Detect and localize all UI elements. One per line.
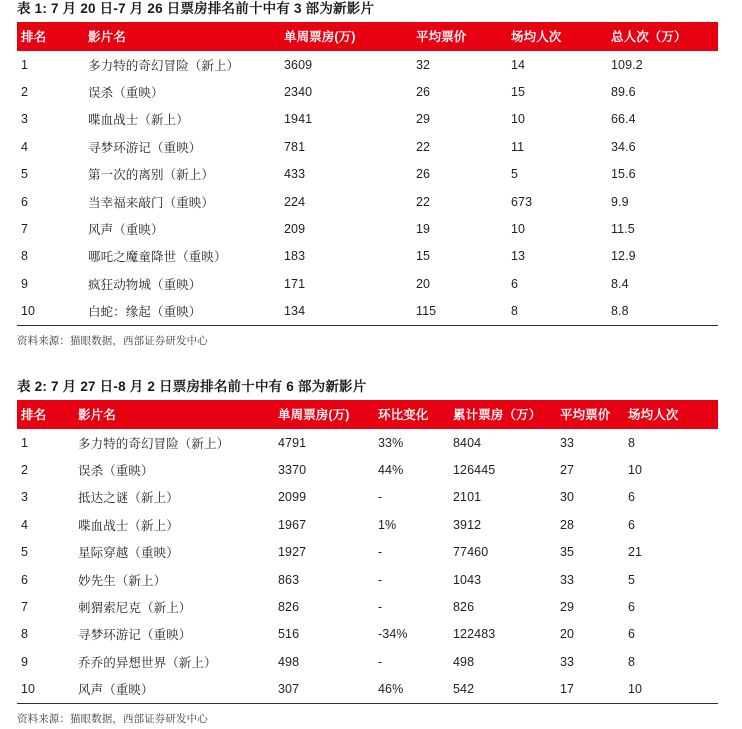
table-row: [17, 188, 718, 215]
cell-avg-price: 20: [416, 276, 431, 291]
cell-total-attend: 89.6: [611, 85, 636, 100]
cell-film: 寻梦环游记（重映）: [78, 628, 192, 643]
cell-avg-price: 33: [560, 572, 575, 587]
cell-avg-price: 15: [416, 249, 431, 264]
cell-avg-attend: 6: [628, 517, 636, 532]
cell-wow-change: 44%: [378, 463, 404, 478]
table-header-row: [17, 400, 718, 429]
cell-film: 风声（重映）: [88, 223, 164, 238]
table-2-title: 表 2: 7 月 27 日-8 月 2 日票房排名前十中有 6 部为新影片: [17, 379, 367, 394]
table-1-title: 表 1: 7 月 20 日-7 月 26 日票房排名前十中有 3 部为新影片: [17, 1, 375, 16]
table-row: [17, 106, 718, 133]
cell-rank: 5: [21, 545, 29, 560]
cell-wow-change: -: [378, 572, 383, 587]
cell-weekly-gross: 3370: [278, 463, 307, 478]
cell-total-attend: 9.9: [611, 194, 629, 209]
cell-avg-price: 33: [560, 654, 575, 669]
cell-weekly-gross: 433: [284, 167, 306, 182]
cell-film: 多力特的奇幻冒险（新上）: [78, 436, 230, 451]
cell-avg-attend: 10: [628, 676, 718, 704]
cell-film: 白蛇：缘起（重映）: [88, 298, 284, 326]
cell-avg-price: 26: [416, 167, 431, 182]
cell-cumulative: 542: [453, 676, 560, 704]
table-row: [17, 484, 718, 511]
cell-cumulative: 77460: [453, 545, 489, 560]
table-block-1: [17, 0, 718, 348]
table-1-col-total-attend: 总人次（万）: [611, 30, 687, 44]
cell-weekly-gross: 516: [278, 627, 300, 642]
cell-rank: 10: [17, 298, 88, 326]
table-1-col-rank: 排名: [21, 30, 47, 44]
cell-film: 多力特的奇幻冒险（新上）: [88, 58, 240, 73]
cell-avg-price: 35: [560, 545, 575, 560]
table-row: [17, 593, 718, 620]
table-row: [17, 298, 718, 326]
cell-film: 误杀（重映）: [88, 86, 164, 101]
table-row: [17, 456, 718, 483]
cell-avg-attend: 14: [511, 57, 526, 72]
cell-avg-attend: 6: [628, 600, 636, 615]
table-row: [17, 429, 718, 456]
cell-rank: 2: [21, 463, 29, 478]
cell-weekly-gross: 1941: [284, 112, 313, 127]
cell-weekly-gross: 4791: [278, 435, 307, 450]
cell-avg-attend: 673: [511, 194, 533, 209]
cell-rank: 8: [21, 627, 29, 642]
table-1-header: [17, 22, 718, 51]
cell-wow-change: -: [378, 545, 383, 560]
cell-rank: 4: [21, 517, 29, 532]
cell-avg-attend: 10: [628, 463, 643, 478]
cell-avg-attend: 8: [628, 435, 636, 450]
cell-avg-price: 19: [416, 222, 431, 237]
cell-wow-change: -34%: [378, 627, 408, 642]
cell-weekly-gross: 2340: [284, 85, 313, 100]
cell-cumulative: 2101: [453, 490, 482, 505]
table-2-source-note: 资料来源：猫眼数据，西部证券研发中心: [17, 712, 208, 725]
cell-total-attend: 15.6: [611, 167, 636, 182]
cell-avg-price: 22: [416, 194, 431, 209]
table-2-col-cumulative: 累计票房（万）: [453, 408, 542, 422]
cell-film: 风声（重映）: [78, 676, 278, 704]
cell-avg-attend: 6: [628, 490, 636, 505]
cell-total-attend: 8.4: [611, 276, 629, 291]
cell-wow-change: -: [378, 600, 383, 615]
table-1-col-avg-attend: 场均人次: [511, 30, 562, 44]
cell-rank: 6: [21, 572, 29, 587]
cell-avg-attend: 10: [511, 222, 526, 237]
cell-total-attend: 34.6: [611, 139, 636, 154]
cell-avg-attend: 5: [511, 167, 519, 182]
cell-cumulative: 1043: [453, 572, 482, 587]
cell-avg-attend: 15: [511, 85, 526, 100]
cell-rank: 10: [17, 676, 78, 704]
cell-avg-attend: 8: [511, 298, 611, 326]
cell-weekly-gross: 1927: [278, 545, 307, 560]
cell-avg-price: 30: [560, 490, 575, 505]
cell-avg-price: 22: [416, 139, 431, 154]
cell-avg-attend: 5: [628, 572, 636, 587]
cell-avg-price: 20: [560, 627, 575, 642]
cell-weekly-gross: 498: [278, 654, 300, 669]
cell-weekly-gross: 307: [278, 676, 378, 704]
cell-rank: 7: [21, 222, 29, 237]
cell-avg-price: 32: [416, 57, 431, 72]
cell-cumulative: 498: [453, 654, 475, 669]
table-block-2: [17, 378, 718, 726]
table-1-col-weekly-gross: 单周票房(万): [284, 30, 356, 44]
cell-rank: 1: [21, 57, 29, 72]
cell-rank: 5: [21, 167, 29, 182]
cell-weekly-gross: 183: [284, 249, 306, 264]
cell-weekly-gross: 224: [284, 194, 306, 209]
cell-avg-price: 27: [560, 463, 575, 478]
table-row: [17, 676, 718, 704]
cell-film: 误杀（重映）: [78, 464, 154, 479]
cell-rank: 8: [21, 249, 29, 264]
cell-avg-price: 29: [416, 112, 431, 127]
cell-film: 妙先生（新上）: [78, 573, 167, 588]
cell-rank: 9: [21, 276, 29, 291]
cell-wow-change: -: [378, 490, 383, 505]
table-2-col-rank: 排名: [21, 408, 47, 422]
cell-weekly-gross: 781: [284, 139, 306, 154]
cell-total-attend: 66.4: [611, 112, 636, 127]
table-row: [17, 566, 718, 593]
cell-avg-attend: 11: [511, 139, 525, 154]
cell-cumulative: 826: [453, 600, 475, 615]
table-2-col-wow-change: 环比变化: [378, 408, 429, 422]
cell-film: 抵达之谜（新上）: [78, 491, 179, 506]
cell-rank: 2: [21, 85, 29, 100]
table-2: [17, 400, 718, 704]
cell-avg-price: 115: [416, 298, 511, 326]
cell-avg-price: 33: [560, 435, 575, 450]
cell-avg-price: 28: [560, 517, 575, 532]
table-1: [17, 22, 718, 326]
cell-total-attend: 11.5: [611, 222, 635, 237]
cell-avg-attend: 6: [511, 276, 519, 291]
cell-rank: 1: [21, 435, 29, 450]
cell-cumulative: 126445: [453, 463, 496, 478]
cell-cumulative: 3912: [453, 517, 482, 532]
cell-weekly-gross: 171: [284, 276, 306, 291]
cell-film: 喋血战士（新上）: [88, 113, 189, 128]
cell-film: 当幸福来敲门（重映）: [88, 195, 215, 210]
table-row: [17, 243, 718, 270]
table-row: [17, 133, 718, 160]
table-row: [17, 270, 718, 297]
cell-avg-price: 17: [560, 676, 628, 704]
table-2-header: [17, 400, 718, 429]
table-row: [17, 215, 718, 242]
table-header-row: [17, 22, 718, 51]
cell-film: 乔乔的异想世界（新上）: [78, 655, 217, 670]
table-row: [17, 78, 718, 105]
cell-wow-change: -: [378, 654, 383, 669]
table-row: [17, 161, 718, 188]
table-2-col-weekly-gross: 单周票房(万): [278, 408, 350, 422]
cell-total-attend: 12.9: [611, 249, 636, 264]
table-row: [17, 51, 718, 78]
cell-rank: 6: [21, 194, 29, 209]
cell-weekly-gross: 826: [278, 600, 300, 615]
cell-film: 刺猬索尼克（新上）: [78, 601, 192, 616]
cell-film: 寻梦环游记（重映）: [88, 140, 202, 155]
cell-film: 喋血战士（新上）: [78, 518, 179, 533]
cell-wow-change: 33%: [378, 435, 404, 450]
cell-avg-attend: 13: [511, 249, 526, 264]
cell-weekly-gross: 863: [278, 572, 300, 587]
cell-avg-attend: 21: [628, 545, 643, 560]
cell-avg-price: 26: [416, 85, 431, 100]
cell-rank: 9: [21, 654, 29, 669]
cell-film: 星际穿越（重映）: [78, 546, 179, 561]
table-row: [17, 539, 718, 566]
cell-rank: 7: [21, 600, 29, 615]
table-2-body: [17, 429, 718, 703]
table-1-col-film: 影片名: [88, 30, 126, 44]
cell-rank: 4: [21, 139, 29, 154]
table-2-col-avg-attend: 场均人次: [628, 408, 679, 422]
cell-film: 第一次的离别（新上）: [88, 168, 215, 183]
cell-weekly-gross: 1967: [278, 517, 307, 532]
cell-weekly-gross: 3609: [284, 57, 313, 72]
cell-cumulative: 8404: [453, 435, 482, 450]
table-1-col-avg-price: 平均票价: [416, 30, 467, 44]
cell-wow-change: 1%: [378, 517, 397, 532]
cell-weekly-gross: 134: [284, 298, 416, 326]
cell-total-attend: 109.2: [611, 57, 643, 72]
cell-cumulative: 122483: [453, 627, 496, 642]
cell-total-attend: 8.8: [611, 298, 718, 326]
cell-avg-attend: 8: [628, 654, 636, 669]
cell-avg-attend: 6: [628, 627, 636, 642]
table-row: [17, 621, 718, 648]
cell-rank: 3: [21, 490, 29, 505]
cell-weekly-gross: 2099: [278, 490, 307, 505]
cell-avg-attend: 10: [511, 112, 526, 127]
table-row: [17, 511, 718, 538]
table-1-body: [17, 51, 718, 325]
cell-film: 哪吒之魔童降世（重映）: [88, 250, 227, 265]
cell-avg-price: 29: [560, 600, 575, 615]
table-row: [17, 648, 718, 675]
cell-film: 疯狂动物城（重映）: [88, 277, 202, 292]
cell-weekly-gross: 209: [284, 222, 306, 237]
table-2-col-avg-price: 平均票价: [560, 408, 611, 422]
cell-wow-change: 46%: [378, 676, 453, 704]
cell-rank: 3: [21, 112, 29, 127]
table-2-col-film: 影片名: [78, 408, 116, 422]
table-1-source-note: 资料来源：猫眼数据，西部证券研发中心: [17, 334, 208, 347]
